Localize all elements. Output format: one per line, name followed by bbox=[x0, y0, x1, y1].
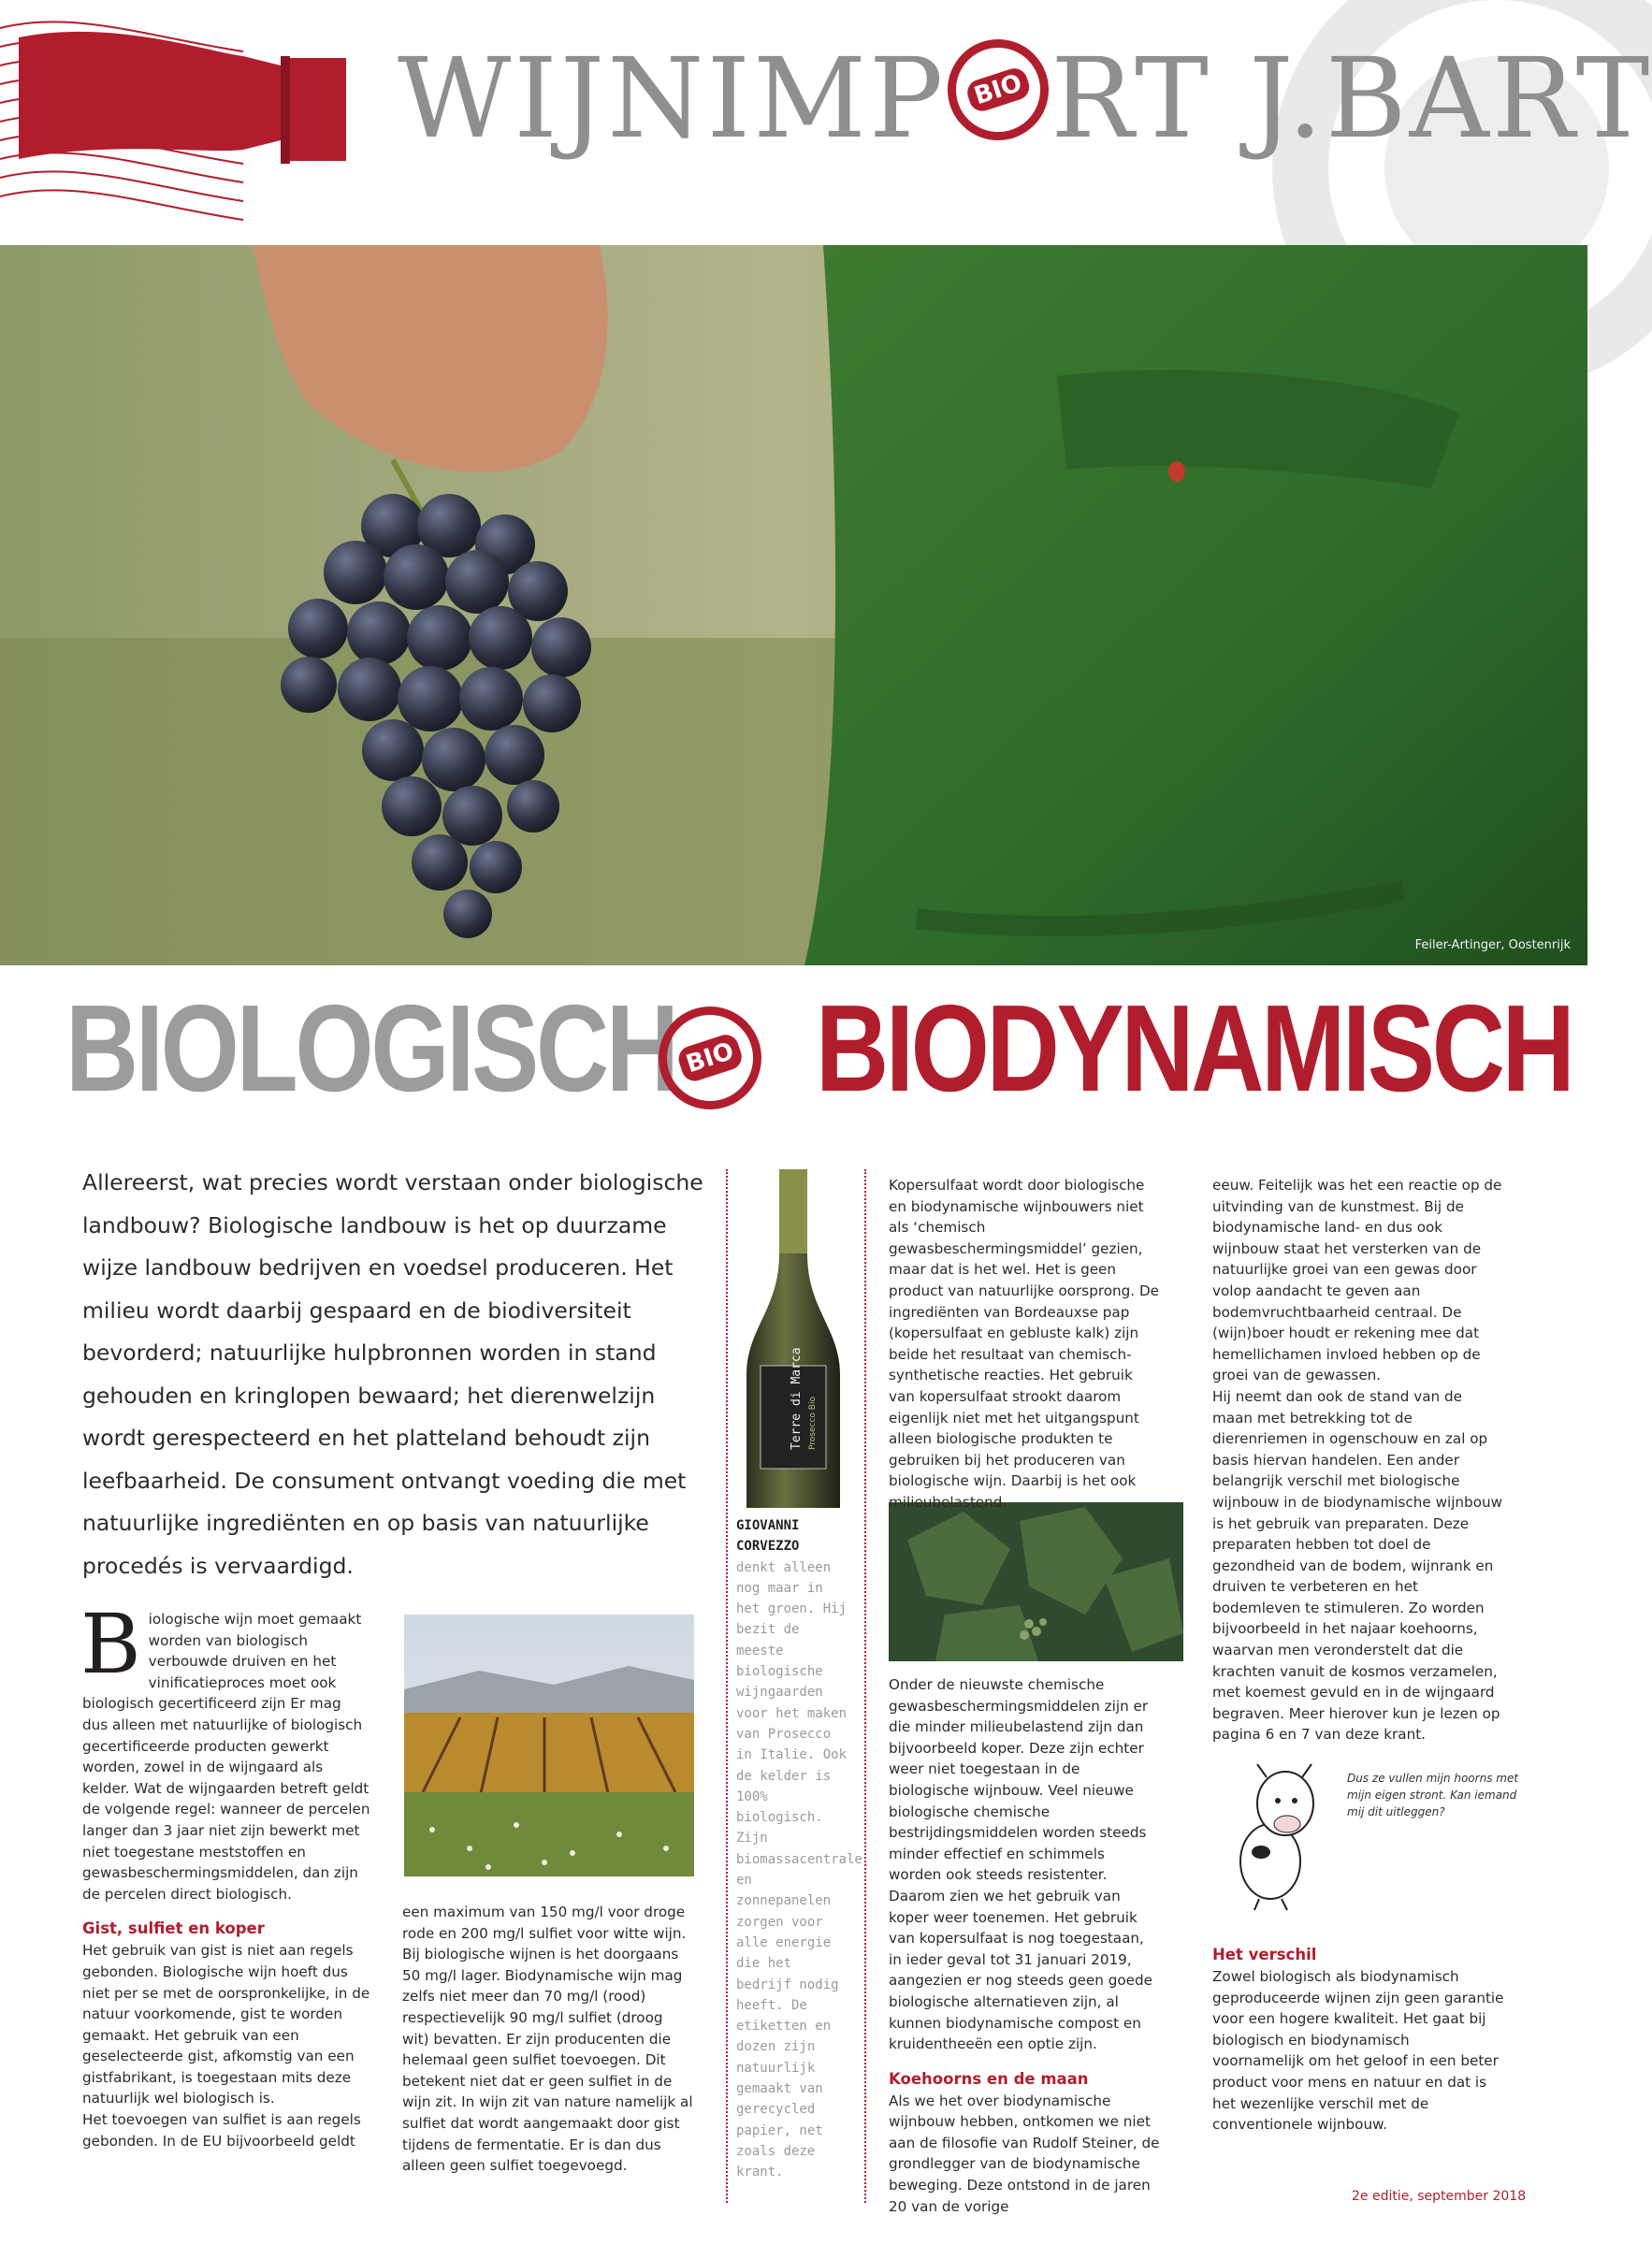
subheading-koehoorns: Koehoorns en de maan bbox=[889, 2069, 1089, 2088]
intro-paragraph: Allereerst, wat precies wordt verstaan onder biologische landbouw? Biologische landbouw is het op duurzame wijze landbouw bedrijven en voedsel produceren. Het milieu wordt daarbij gespaard en de biodiversiteit bevorderd; natuurlijke hulpbronnen worden in stand gehouden en kringlopen bewaard; het dierenwelzijn wordt gerespecteerd en het platteland behoudt zijn leefbaarheid. De consument ontvangt voeding die met natuurlijke ingrediënten en op basis van natuurlijke procedés is vervaardigd. bbox=[82, 1169, 703, 1579]
subheading-het-verschil: Het verschil bbox=[1212, 1946, 1317, 1963]
col1-paragraph-3: Het toevoegen van sulfiet is aan regels gebonden. In de EU bijvoorbeeld geldt bbox=[82, 2111, 361, 2150]
drop-cap: B bbox=[80, 1596, 141, 1692]
photo-credit: Feiler-Artinger, Oostenrijk bbox=[1414, 938, 1571, 952]
bio-badge-text: BIO bbox=[675, 1032, 745, 1084]
column-4-bottom bbox=[889, 1674, 1160, 2217]
column-5-bottom bbox=[1212, 1944, 1504, 2136]
brand-text-before: WIJNIMP bbox=[398, 34, 947, 163]
brand-text-after: RT J.BART bbox=[1051, 34, 1652, 163]
bottle-sublabel: Prosecco Bio bbox=[808, 1397, 818, 1450]
col2-paragraph: een maximum van 150 mg/l voor droge rode en 200 mg/l sulfiet voor witte wijn. Bij biologische wijnen is het doorgaans 50 mg/l lager. Biodynamische wijn mag zelfs niet meer dan 70 mg/l (rood) respectievelijk 90 mg/l sulfiet (droog wit) bevatten. Er zijn producenten die helemaal geen sulfiet toevoegen. Dit betekent niet dat er geen sulfiet in de wijn zit. In wijn zit van nature namelijk al sulfiet dat wordt aangemaakt door gist tijdens de fermentatie. Er is dan dus alleen geen sulfiet toegevoegd. bbox=[402, 1904, 693, 2175]
brand-bio-text: BIO bbox=[964, 65, 1033, 115]
headline-right: BIODYNAMISCH bbox=[816, 979, 1572, 1117]
col4-paragraph-3: Als we het over biodynamische wijnbouw hebben, ontkomen we niet aan de filosofie van Rudolf Steiner, de grondlegger van de biodynamische beweging. Deze ontstond in de jaren 20 van de vorige bbox=[889, 2092, 1160, 2215]
col5-paragraph-1: eeuw. Feitelijk was het een reactie op de uitvinding van de kunstmest. Bij de biodynamische land- en dus ook wijnbouw staat het versterken van de natuurlijke groei van een gewas door volop aandacht te geven aan bodemvruchtbaarheid centraal. De (wijn)boer houdt er rekening mee dat hemellichamen invloed hebben op de groei van de gewassen. bbox=[1212, 1177, 1502, 1384]
col4-paragraph-2: Onder de nieuwste chemische gewasbeschermingsmiddelen zijn er die minder milieubelastend zijn dan bijvoorbeeld koper. Deze zijn echter weer niet toegestaan in de biologische wijnbouw. Veel nieuwe biologische chemische bestrijdingsmiddelen worden steeds minder effectief en schimmels worden ook steeds resistenter. Daarom zien we het gebruik van koper weer toenemen. Het gebruik van kopersulfaat is nog toegestaan, in ieder geval tot 31 januari 2019, aangezien er nog steeds geen goede biologische alternatieven zijn, al kunnen biodynamische compost en kruidentheeën een optie zijn. bbox=[889, 1676, 1152, 2053]
subheading-gist-sulfiet-koper: Gist, sulfiet en koper bbox=[82, 1919, 265, 1938]
column-2 bbox=[402, 1902, 693, 2177]
producer-text: denkt alleen nog maar in het groen. Hij bezit de meeste biologische wijngaarden voor het maken van Prosecco in Italie. Ook de kelder is 100% biologisch. Zijn biomassacentrale en zonnepanelen zorgen voor alle energie die het bedrijf nodig heeft. De etiketten en dozen zijn natuurlijk gemaakt van gerecycled papier, net zoals deze krant. bbox=[736, 1559, 862, 2180]
vineyard-photo bbox=[404, 1615, 694, 1876]
col5-paragraph-3: Zowel biologisch als biodynamisch geproduceerde wijnen zijn geen garantie voor een hogere kwaliteit. Het gaat bij biologisch en biodynamisch voornamelijk om het geloof in een beter product voor mens en natuur en dat is het wezenlijke verschil met de conventionele wijnbouw. bbox=[1212, 1968, 1504, 2134]
bottle-label: Terre di Marca bbox=[790, 1347, 804, 1450]
col4-paragraph-1: Kopersulfaat wordt door biologische en biodynamische wijnbouwers niet als ‘chemisch gewasbeschermingsmiddel’ gezien, maar dat is het wel. Het is geen product van natuurlijke oorsprong. De ingrediënten van Bordeauxse pap (kopersulfaat en gebluste kalk) zijn beide het resultaat van chemisch-synthetische reacties. Het gebruik van kopersulfaat strookt daarom eigenlijk niet met het uitgangspunt alleen biologische produkten te gebruiken bij het produceren van biologische wijn. Daarbij is het ook milieubelastend. bbox=[889, 1177, 1159, 1511]
cow-speech-caption: Dus ze vullen mijn hoorns met mijn eigen stront. Kan iemand mij dit uitleggen? bbox=[1347, 1772, 1519, 1818]
prosecco-bottle-image bbox=[732, 1169, 854, 1515]
sidebar-divider-right bbox=[864, 1169, 866, 2203]
hero-photo-grapes bbox=[0, 245, 1587, 965]
bio-badge-icon bbox=[659, 1007, 761, 1109]
cartoon-cow-illustration bbox=[1212, 1759, 1343, 1913]
vine-leaves-photo bbox=[889, 1502, 1183, 1661]
col5-paragraph-2: Hij neemt dan ook de stand van de maan met betrekking tot de dierenriemen in ogenschouw en zal op basis hiervan handelen. Een ander belangrijk verschil met biologische wijnbouw in de biodynamische wijnbouw is het gebruik van preparaten. Deze preparaten hebben tot doel de gezondheid van de bodem, wijnrank en druiven te verbeteren en het bodemleven te stimuleren. Zo worden bijvoorbeeld in het najaar koehoorns, waarvan men veronderstelt dat die krachten vanuit de kosmos verzamelen, met koemest gevuld en in de wijngaard begraven. Meer hierover kun je lezen op pagina 6 en 7 van deze krant. bbox=[1212, 1387, 1503, 1744]
brand-bio-badge bbox=[948, 39, 1049, 140]
sidebar-producer bbox=[736, 1515, 862, 2183]
col1-paragraph-2: Het gebruik van gist is niet aan regels gebonden. Biologische wijn hoeft dus niet per se met de oorspronkelijke, in de natuur voorkomende, gist te worden gemaakt. Het gebruik van een geselecteerde gist, afkomstig van een gistfabrikant, is toegestaan mits deze natuurlijk wel biologisch is. bbox=[82, 1942, 370, 2107]
column-4-top bbox=[889, 1175, 1160, 1514]
hero-illustration bbox=[0, 245, 1587, 965]
masthead bbox=[0, 0, 1652, 245]
brand-wordmark bbox=[398, 34, 1652, 163]
column-1 bbox=[80, 1596, 370, 2151]
edition-note: 2e editie, september 2018 bbox=[1352, 2189, 1527, 2204]
headline-left: BIOLOGISCH bbox=[65, 979, 676, 1117]
sidebar-divider-left bbox=[726, 1169, 728, 2203]
col1-paragraph-1: iologische wijn moet gemaakt worden van biologisch verbouwde druiven en het vinificatieproces moet ook biologisch gecertificeerd zijn Er mag dus alleen met natuurlijke of biologisch gecertificeerde producten gewerkt worden, zowel in de wijngaard als kelder. Wat de wijngaarden betreft geldt de volgende regel: wanneer de percelen langer dan 3 jaar niet zijn bewerkt met niet toegestane meststoffen en gewasbeschermingsmiddelen, dan zijn de percelen direct biologisch. bbox=[82, 1611, 370, 1903]
producer-name: GIOVANNI CORVEZZO bbox=[736, 1518, 800, 1555]
headline bbox=[65, 979, 1572, 1124]
column-5 bbox=[1212, 1175, 1504, 1745]
wine-bottle-logo bbox=[0, 0, 393, 245]
